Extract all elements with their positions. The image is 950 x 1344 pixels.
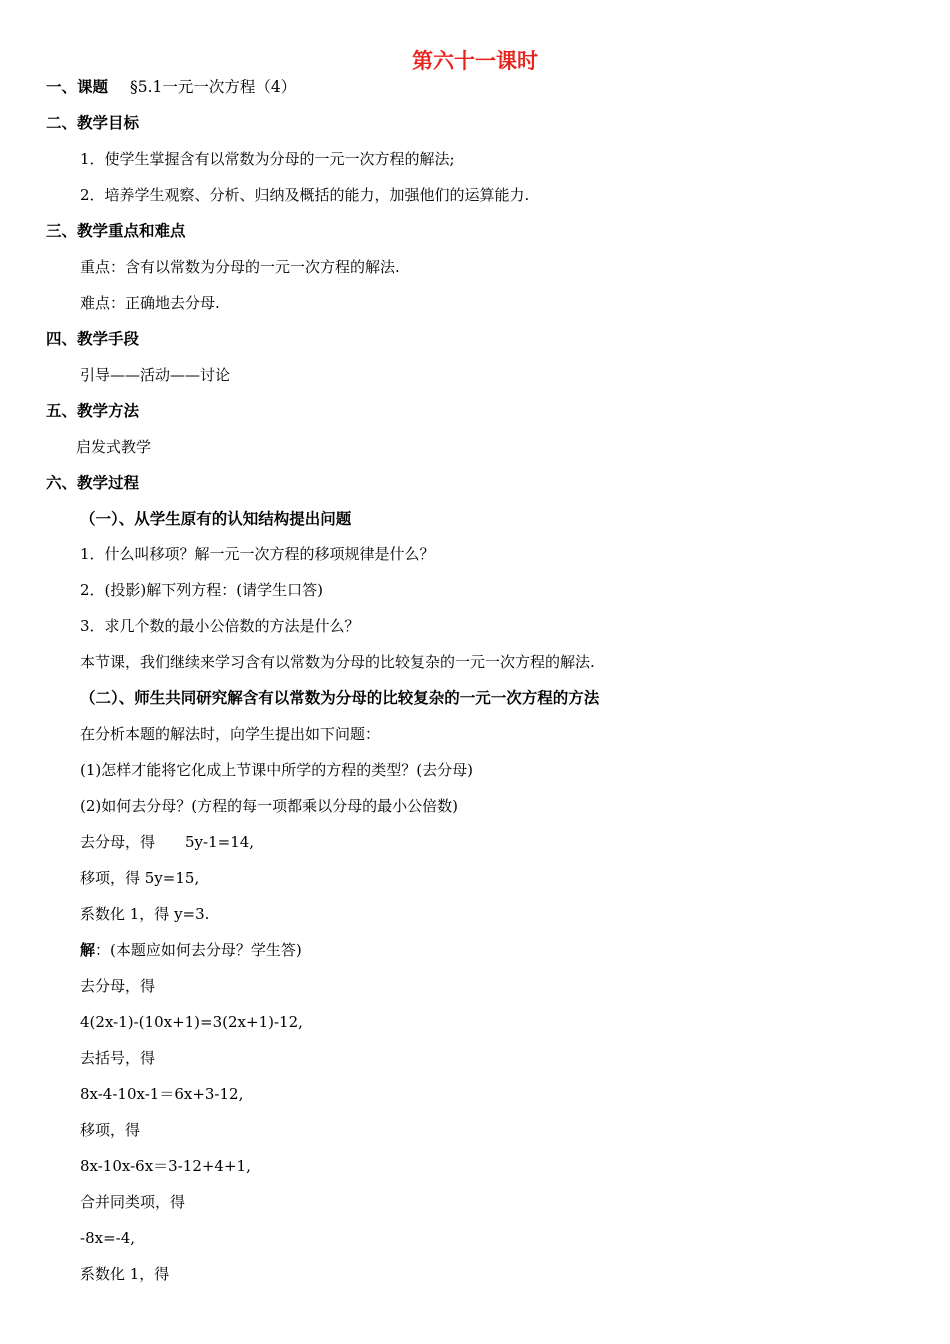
difficult-point: 难点：正确地去分母. bbox=[80, 294, 220, 312]
example-step-1 bbox=[80, 831, 254, 853]
solution-step-5: 移项，得 bbox=[80, 1121, 141, 1139]
lesson-intro: 本节课，我们继续来学习含有以常数为分母的比较复杂的一元一次方程的解法. bbox=[80, 653, 595, 671]
goal-1: 1．使学生掌握含有以常数为分母的一元一次方程的解法; bbox=[80, 150, 455, 168]
example-step-1-label: 去分母，得 bbox=[80, 833, 156, 851]
teaching-means: 引导——活动——讨论 bbox=[80, 366, 231, 384]
question-3: 3．求几个数的最小公倍数的方法是什么？ bbox=[80, 617, 360, 635]
goal-2: 2．培养学生观察、分析、归纳及概括的能力，加强他们的运算能力. bbox=[80, 186, 530, 204]
solution-step-7: 合并同类项，得 bbox=[80, 1193, 186, 1211]
solution-step-1: 去分母，得 bbox=[80, 977, 156, 995]
example-step-1-equation: 5y-1=14, bbox=[185, 833, 255, 851]
teaching-method: 启发式教学 bbox=[76, 438, 152, 456]
part-2-heading: （二）、师生共同研究解含有以常数为分母的比较复杂的一元一次方程的方法 bbox=[80, 689, 600, 707]
solution-step-9: 系数化 1，得 bbox=[80, 1265, 170, 1283]
analysis-intro: 在分析本题的解法时，向学生提出如下问题： bbox=[80, 725, 381, 743]
section-3-heading: 三、教学重点和难点 bbox=[46, 222, 186, 240]
section-5-heading: 五、教学方法 bbox=[46, 402, 140, 420]
section-1-label: 一、课题 bbox=[46, 78, 109, 96]
solution-step-3: 去括号，得 bbox=[80, 1049, 156, 1067]
lesson-topic: §5.1一元一次方程（4） bbox=[130, 78, 297, 96]
question-1: 1．什么叫移项？解一元一次方程的移项规律是什么？ bbox=[80, 545, 435, 563]
solution-step-8: -8x=-4, bbox=[80, 1229, 136, 1247]
section-4-heading: 四、教学手段 bbox=[46, 330, 140, 348]
page-title: 第六十一课时 bbox=[412, 49, 538, 73]
solution-note: ：(本题应如何去分母？学生答) bbox=[95, 941, 302, 959]
section-2-heading: 二、教学目标 bbox=[46, 114, 140, 132]
analysis-question-1: (1)怎样才能将它化成上节课中所学的方程的类型？(去分母) bbox=[80, 761, 473, 779]
solution-step-2: 4(2x-1)-(10x+1)=3(2x+1)-12, bbox=[80, 1013, 303, 1031]
part-1-heading: （一）、从学生原有的认知结构提出问题 bbox=[80, 510, 352, 528]
example-step-2: 移项，得 5y=15, bbox=[80, 869, 200, 887]
solution-label: 解 bbox=[80, 941, 96, 959]
solution-step-4: 8x-4-10x-1＝6x+3-12, bbox=[80, 1085, 244, 1103]
section-6-heading: 六、教学过程 bbox=[46, 474, 140, 492]
solution-line bbox=[80, 939, 302, 961]
section-1 bbox=[46, 76, 296, 98]
example-step-3: 系数化 1，得 y=3. bbox=[80, 905, 210, 923]
solution-step-6: 8x-10x-6x＝3-12+4+1, bbox=[80, 1157, 251, 1175]
key-point: 重点：含有以常数为分母的一元一次方程的解法. bbox=[80, 258, 400, 276]
question-2: 2．(投影)解下列方程：(请学生口答) bbox=[80, 581, 323, 599]
analysis-question-2: (2)如何去分母？(方程的每一项都乘以分母的最小公倍数) bbox=[80, 797, 458, 815]
